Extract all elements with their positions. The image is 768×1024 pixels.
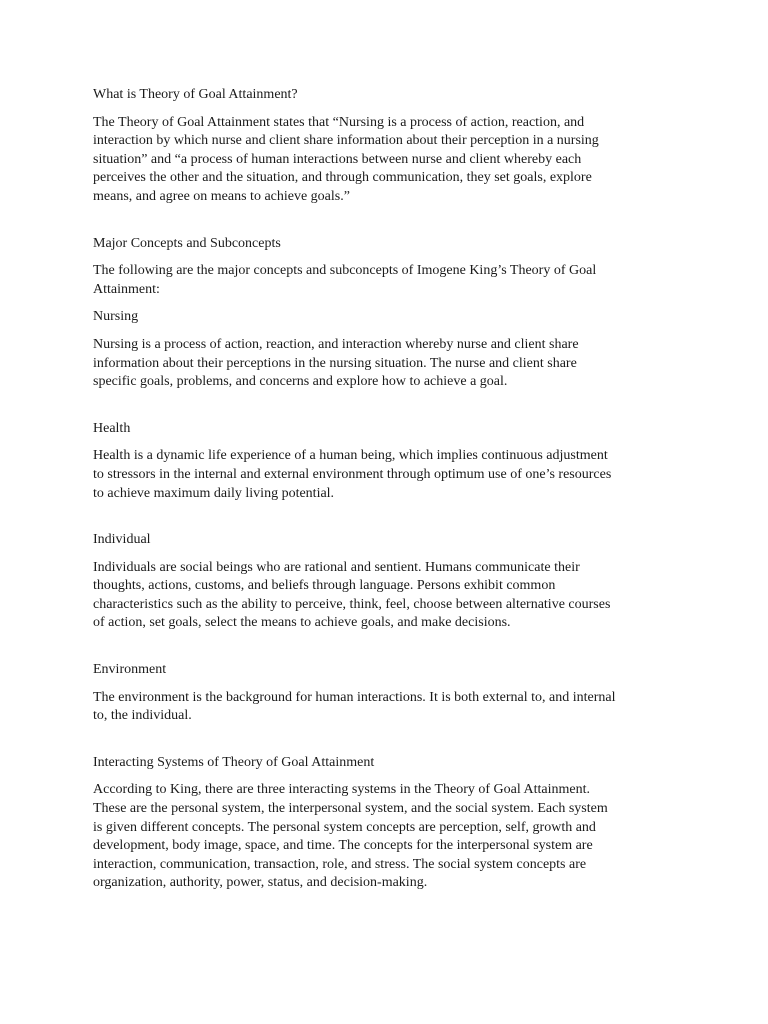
text-line: Attainment:: [93, 281, 160, 297]
text-line: thoughts, actions, customs, and beliefs through language. Persons exhibit common: [93, 578, 556, 594]
paragraph-theory-definition: [93, 114, 688, 207]
text-line: situation” and “a process of human interactions between nurse and client whereby each: [93, 151, 582, 167]
text-line: characteristics such as the ability to perceive, think, feel, choose between alternative courses: [93, 596, 611, 612]
text-line: The following are the major concepts and subconcepts of Imogene King’s Theory of Goal: [93, 263, 597, 279]
text-line: perceives the other and the situation, and through communication, they set goals, explore: [93, 170, 592, 186]
section-spacer: [93, 216, 688, 235]
text-line: specific goals, problems, and concerns and explore how to achieve a goal.: [93, 374, 508, 390]
section-heading-environment: Environment: [93, 662, 167, 678]
text-line: These are the personal system, the interpersonal system, and the social system. Each system: [93, 801, 608, 817]
text-line: to, the individual.: [93, 708, 192, 724]
section-spacer: [93, 642, 688, 661]
text-line: means, and agree on means to achieve goals.”: [93, 188, 350, 204]
text-line: According to King, there are three interacting systems in the Theory of Goal Attainment.: [93, 782, 590, 798]
subheading-nursing: Nursing: [93, 309, 139, 325]
text-line: Individuals are social beings who are rational and sentient. Humans communicate their: [93, 559, 580, 575]
text-line: Nursing is a process of action, reaction, and interaction whereby nurse and client share: [93, 336, 579, 352]
text-line: The environment is the background for human interactions. It is both external to, and internal: [93, 689, 616, 705]
paragraph-major-concepts-intro: [93, 262, 688, 299]
text-line: The Theory of Goal Attainment states that “Nursing is a process of action, reaction, and: [93, 114, 585, 130]
text-line: Health is a dynamic life experience of a human being, which implies continuous adjustment: [93, 448, 608, 464]
paragraph-interacting-systems: [93, 781, 688, 893]
text-line: to achieve maximum daily living potential.: [93, 485, 335, 501]
section-heading-interacting-systems: Interacting Systems of Theory of Goal Attainment: [93, 754, 375, 770]
paragraph-nursing: [93, 336, 688, 392]
text-line: organization, authority, power, status, and decision-making.: [93, 875, 428, 891]
text-line: interaction, communication, transaction, role, and stress. The social system concepts are: [93, 856, 587, 872]
text-line: of action, set goals, select the means to achieve goals, and make decisions.: [93, 615, 511, 631]
text-line: interaction by which nurse and client share information about their perception in a nursing: [93, 133, 599, 149]
text-line: information about their perceptions in the nursing situation. The nurse and client share: [93, 355, 577, 371]
paragraph-individual: [93, 559, 688, 633]
paragraph-environment: [93, 689, 688, 726]
section-spacer: [93, 401, 688, 420]
text-line: is given different concepts. The personal system concepts are perception, self, growth and: [93, 819, 596, 835]
section-heading-major-concepts: Major Concepts and Subconcepts: [93, 235, 281, 251]
section-heading-individual: Individual: [93, 532, 151, 548]
section-spacer: [93, 735, 688, 754]
section-heading-health: Health: [93, 420, 131, 436]
section-spacer: [93, 512, 688, 531]
paragraph-health: [93, 447, 688, 503]
section-heading-theory: What is Theory of Goal Attainment?: [93, 87, 298, 102]
text-line: to stressors in the internal and external environment through optimum use of one’s resources: [93, 466, 612, 482]
text-line: development, body image, space, and time. The concepts for the interpersonal system are: [93, 838, 593, 854]
